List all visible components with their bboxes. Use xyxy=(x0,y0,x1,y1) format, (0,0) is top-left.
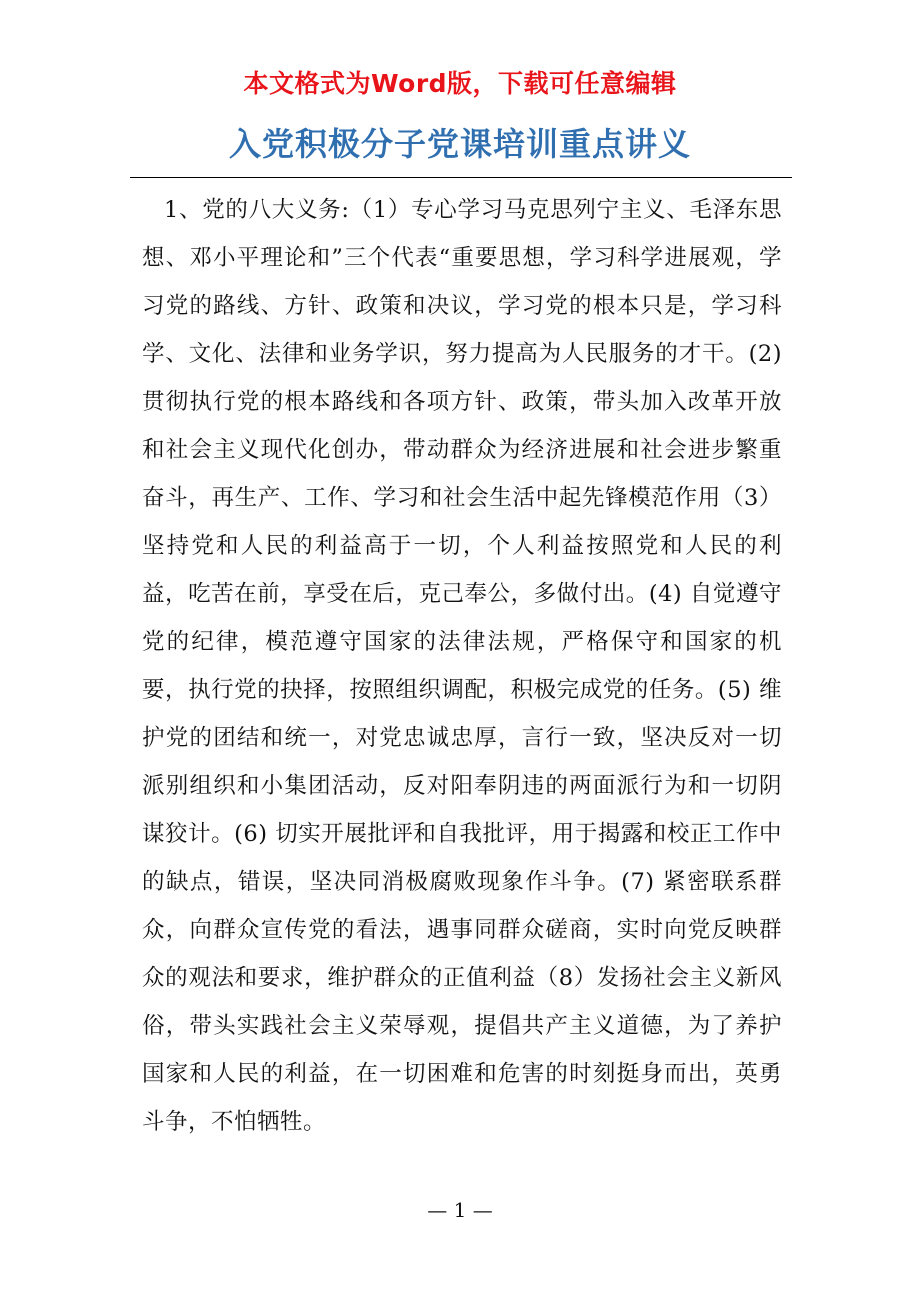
page-number: — 1 — xyxy=(427,1198,493,1222)
document-title: 入党积极分子党课培训重点讲义 xyxy=(228,125,691,163)
format-notice: 本文格式为Word版，下载可任意编辑 xyxy=(243,69,677,98)
title-divider xyxy=(130,177,792,178)
body-paragraph: 1、党的八大义务:（1）专心学习马克思列宁主义、毛泽东思想、邓小平理论和”三个代表“重要思想，学习科学进展观，学习党的路线、方针、政策和决议，学习党的根本只是，学习科学、文化、法律和业务学识，努力提高为人民服务的才干。(2) 贯彻执行党的根本路线和各项方针、政策，带头加入改革开放和社会主义现代化创办，带动群众为经济进展和社会进步繁重奋斗，再生产、工作、学习和社会生活中起先锋模范作用（3）坚持党和人民的利益高于一切，个人利益按照党和人民的利益，吃苦在前，享受在后，克己奉公，多做付出。(4) 自觉遵守党的纪律，模范遵守国家的法律法规，严格保守和国家的机要，执行党的抉择，按照组织调配，积极完成党的任务。(5) 维护党的团结和统一，对党忠诚忠厚，言行一致，坚决反对一切派别组织和小集团活动，反对阳奉阴违的两面派行为和一切阴谋狡计。(6) 切实开展批评和自我批评，用于揭露和校正工作中的缺点，错误，坚决同消极腐败现象作斗争。(7) 紧密联系群众，向群众宣传党的看法，遇事同群众磋商，实时向党反映群众的观法和要求，维护群众的正值利益（8）发扬社会主义新风俗，带头实践社会主义荣辱观，提倡共产主义道德，为了养护国家和人民的利益，在一切困难和危害的时刻挺身而出，英勇斗争，不怕牺牲。 xyxy=(142,197,782,1135)
